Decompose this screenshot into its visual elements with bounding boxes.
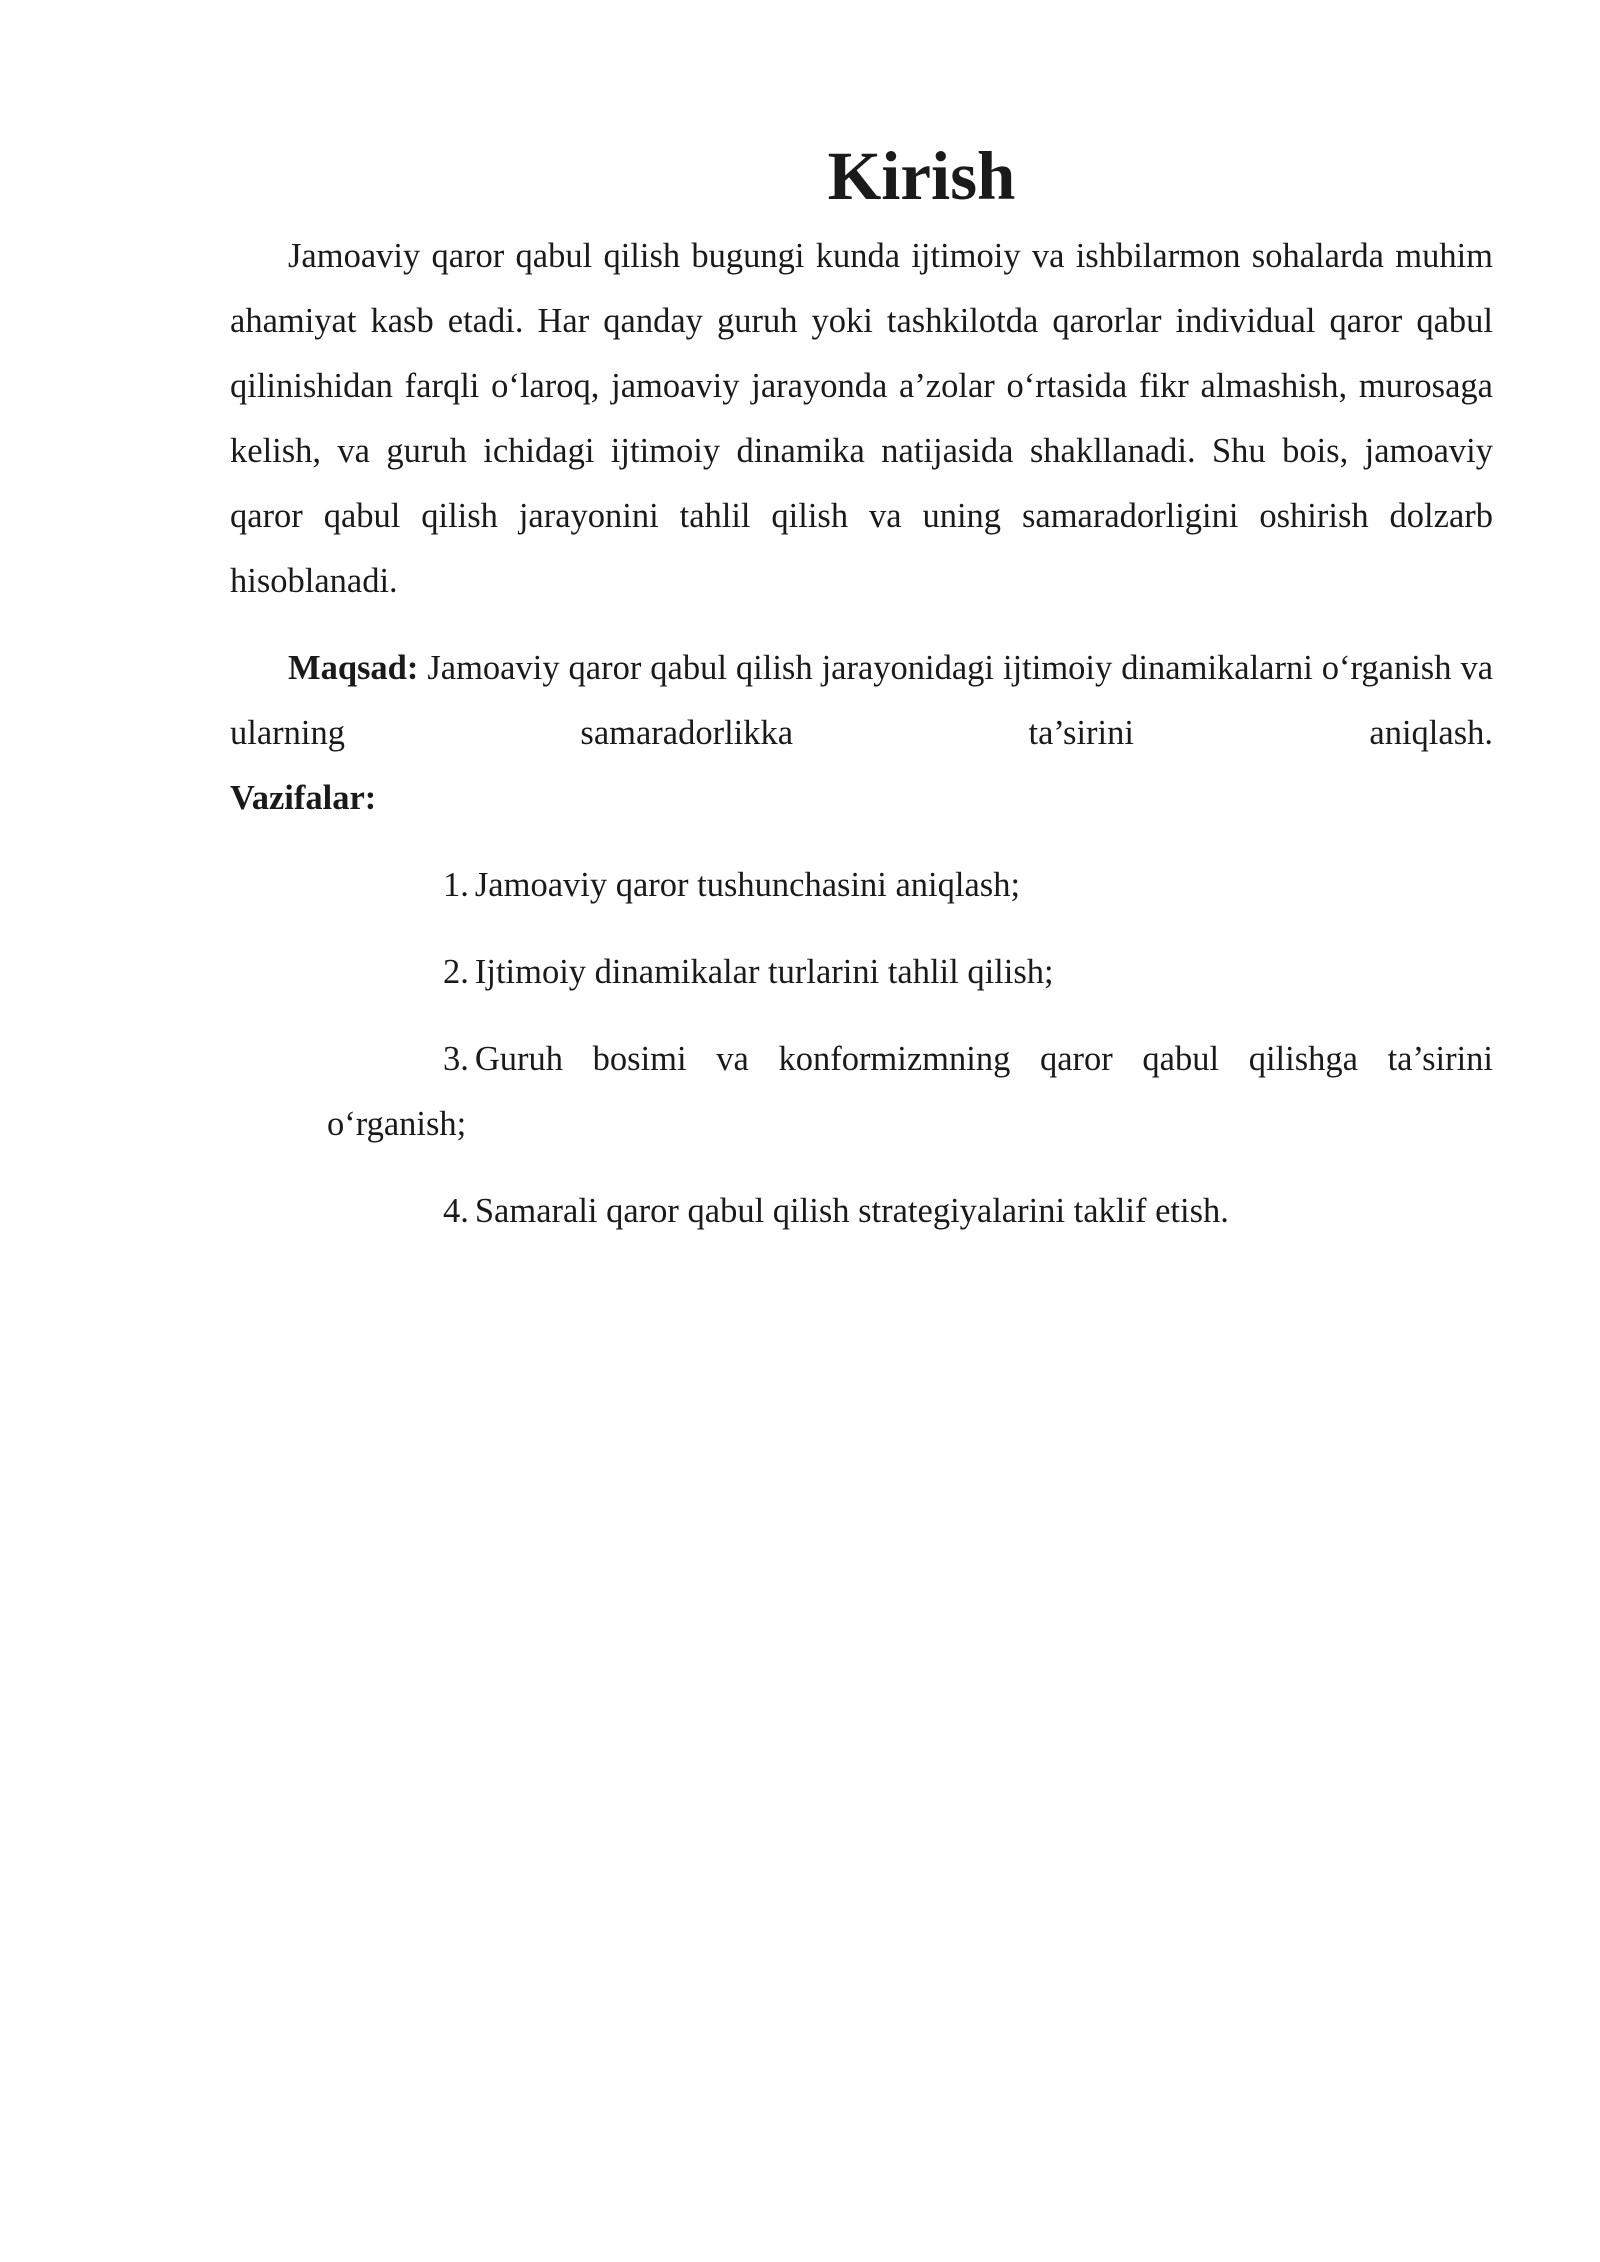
tasks-heading: Vazifalar:	[230, 779, 377, 817]
page-title: Kirish	[827, 138, 1016, 214]
document-page	[230, 138, 1494, 1266]
task-text: Samarali qaror qabul qilish strategiyalarini taklif etish.	[474, 1192, 1229, 1230]
task-number: 3.	[443, 1040, 469, 1078]
task-item	[327, 1027, 1493, 1157]
intro-paragraph: Jamoaviy qaror qabul qilish bugungi kunda ijtimoiy va ishbilarmon sohalarda muhim ahamiyat kasb etadi. Har qanday guruh yoki tashkilotda qarorlar individual qaror qabul qilinishidan farqli o‘laroq, jamoaviy jarayonda a’zolar o‘rtasida fikr almashish, murosaga kelish, va guruh ichidagi ijtimoiy dinamika natijasida shakllanadi. Shu bois, jamoaviy qaror qabul qilish jarayonini tahlil qilish va uning samaradorligini oshirish dolzarb hisoblanadi.	[230, 237, 1493, 600]
tasks-list	[327, 853, 1493, 1244]
task-text: Guruh bosimi va konformizmning qaror qabul qilishga ta’sirini o‘rganish;	[327, 1040, 1493, 1143]
goal-paragraph	[230, 636, 1493, 766]
task-text: Ijtimoiy dinamikalar turlarini tahlil qilish;	[474, 953, 1054, 991]
task-item	[327, 853, 1493, 918]
task-item	[327, 940, 1493, 1005]
goal-label: Maqsad:	[288, 649, 419, 687]
task-item	[327, 1179, 1493, 1244]
task-number: 2.	[443, 953, 469, 991]
task-text: Jamoaviy qaror tushunchasini aniqlash;	[474, 866, 1021, 904]
goal-text: Jamoaviy qaror qabul qilish jarayonidagi ijtimoiy dinamikalarni o‘rganish va ularning samaradorlikka ta’sirini aniqlash.	[230, 649, 1494, 752]
task-number: 4.	[443, 1192, 469, 1230]
task-number: 1.	[443, 866, 469, 904]
